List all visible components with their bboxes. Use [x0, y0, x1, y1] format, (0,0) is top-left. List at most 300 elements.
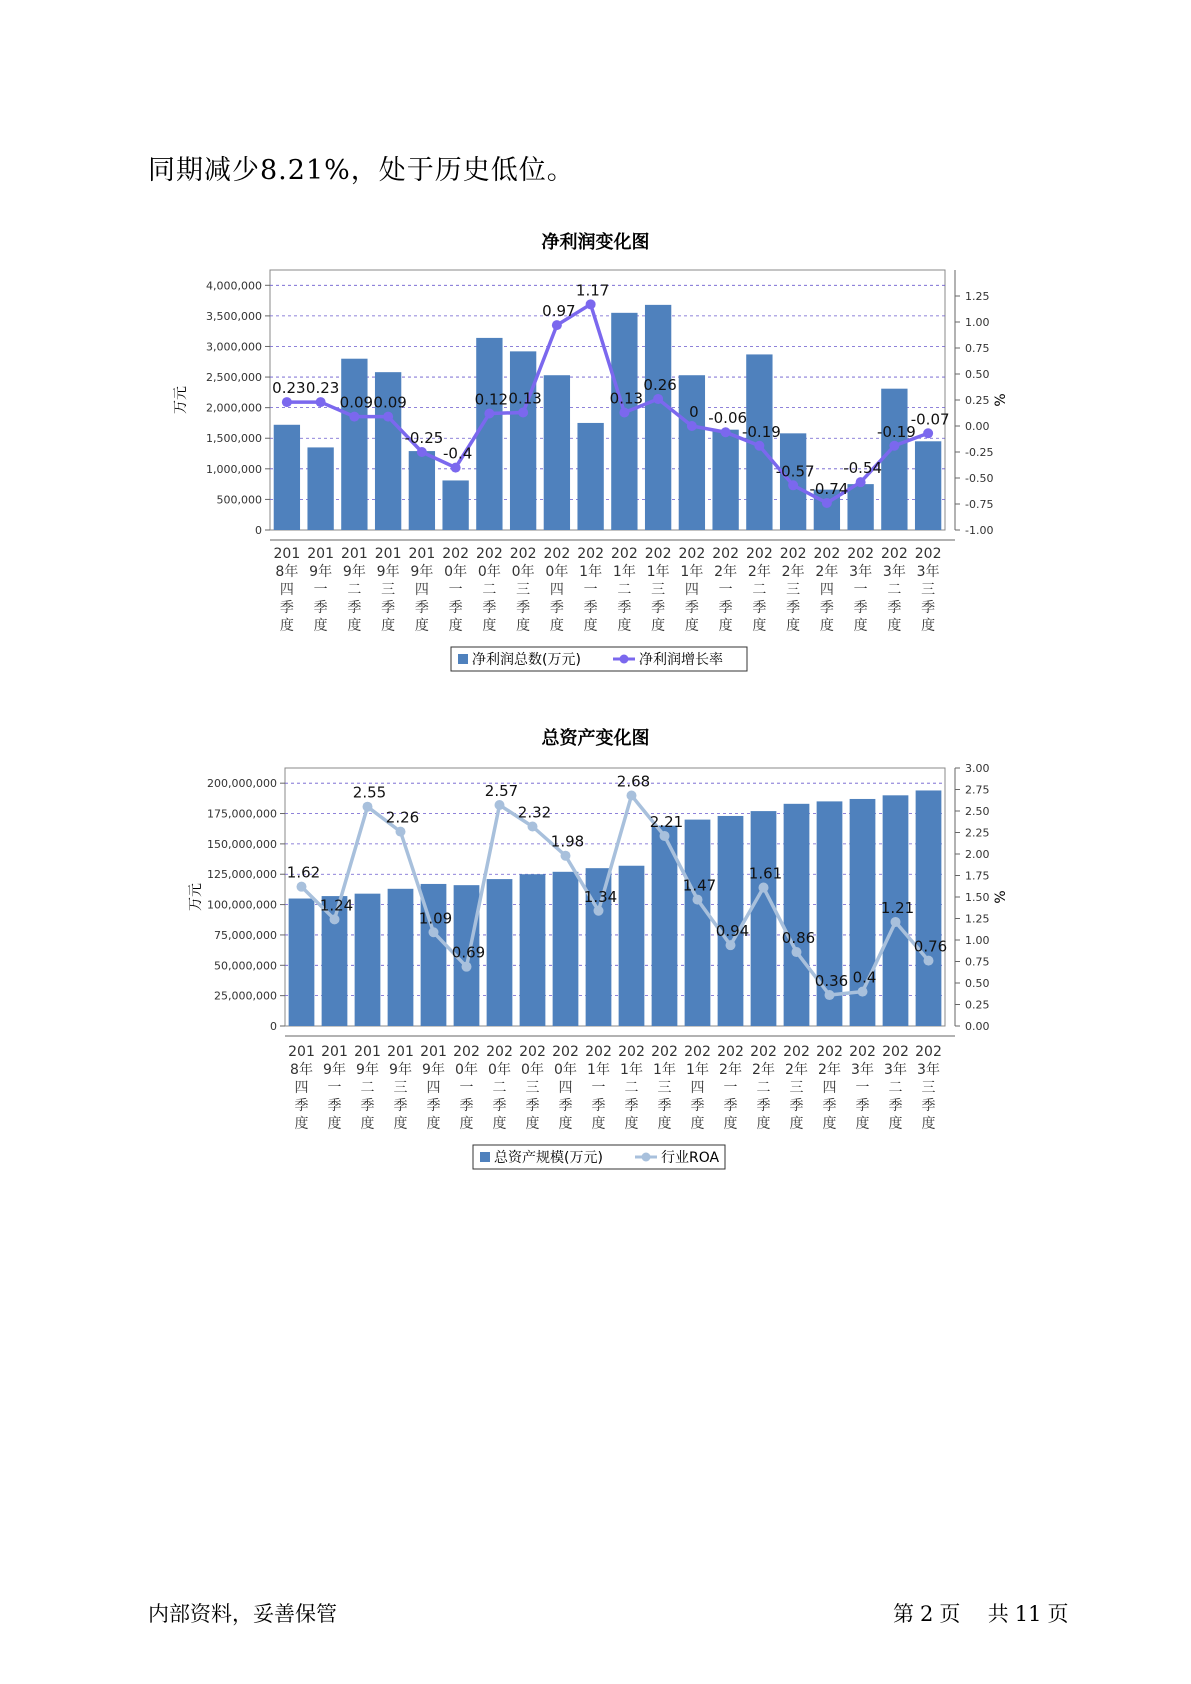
x-tick-label: 度 — [921, 618, 936, 634]
intro-paragraph: 同期减少8.21%，处于历史低位。 — [148, 155, 575, 186]
data-label: 1.61 — [748, 864, 783, 883]
bar — [510, 351, 536, 530]
line-point — [552, 320, 562, 330]
x-tick-label: 度 — [482, 618, 497, 634]
x-tick-label: 度 — [887, 618, 902, 634]
x-tick-label: 度 — [651, 618, 666, 634]
x-tick-label: 季 — [718, 600, 733, 616]
x-tick-label: 季 — [684, 600, 699, 616]
x-tick-label: 季 — [853, 600, 868, 616]
bar — [916, 790, 942, 1026]
x-tick-label: 0年 — [521, 1062, 544, 1078]
bar — [679, 375, 705, 530]
x-tick-label: 3年 — [882, 564, 906, 580]
line-point — [396, 827, 406, 837]
line-point — [528, 821, 538, 831]
x-tick-label: 201 — [307, 546, 334, 562]
line-point — [619, 407, 629, 417]
line-point — [754, 441, 764, 451]
y2-tick-label: -0.50 — [965, 472, 994, 485]
x-tick-label: 度 — [819, 618, 834, 634]
y-tick-label: 2,000,000 — [206, 401, 262, 415]
x-tick-label: 202 — [750, 1044, 777, 1060]
x-tick-label: 202 — [849, 1044, 876, 1060]
x-tick-label: 四 — [414, 582, 429, 598]
x-tick-label: 202 — [519, 1044, 546, 1060]
y2-tick-label: -0.25 — [965, 446, 994, 459]
x-tick-label: 季 — [459, 1098, 474, 1114]
x-tick-label: 度 — [684, 618, 699, 634]
x-tick-label: 度 — [347, 618, 362, 634]
x-tick-label: 季 — [617, 600, 632, 616]
x-tick-label: 9年 — [422, 1062, 445, 1078]
line-point — [484, 409, 494, 419]
x-tick-label: 一 — [591, 1080, 606, 1096]
data-label: -0.06 — [708, 409, 748, 428]
data-label: 1.09 — [418, 909, 453, 928]
y2-tick-label: 2.25 — [965, 826, 990, 840]
bar — [712, 430, 738, 530]
x-tick-label: 8年 — [275, 564, 299, 580]
bar — [685, 820, 711, 1026]
x-tick-label: 3年 — [851, 1062, 874, 1078]
x-tick-label: 9年 — [309, 564, 333, 580]
y-tick-label: 125,000,000 — [207, 868, 277, 882]
data-label: 2.68 — [616, 772, 651, 791]
x-tick-label: 二 — [347, 582, 362, 598]
line-point — [721, 427, 731, 437]
x-tick-label: 四 — [549, 582, 564, 598]
y2-tick-label: 0.75 — [965, 342, 990, 355]
x-tick-label: 季 — [690, 1098, 705, 1114]
y-tick-label: 175,000,000 — [207, 807, 277, 821]
x-tick-label: 四 — [558, 1080, 573, 1096]
x-tick-label: 度 — [624, 1116, 639, 1132]
line-point — [383, 412, 393, 422]
x-tick-label: 四 — [426, 1080, 441, 1096]
y-tick-label: 75,000,000 — [214, 928, 277, 942]
data-label: 0.36 — [814, 972, 849, 991]
x-tick-label: 季 — [855, 1098, 870, 1114]
x-tick-label: 2年 — [785, 1062, 808, 1078]
x-tick-label: 1年 — [653, 1062, 676, 1078]
x-tick-label: 度 — [657, 1116, 672, 1132]
x-tick-label: 1年 — [646, 564, 670, 580]
x-tick-label: 二 — [888, 1080, 903, 1096]
line-point — [297, 882, 307, 892]
x-tick-label: 202 — [915, 1044, 942, 1060]
x-tick-label: 0年 — [488, 1062, 511, 1078]
y2-tick-label: 1.00 — [965, 316, 990, 329]
x-tick-label: 二 — [360, 1080, 375, 1096]
line-point — [586, 299, 596, 309]
x-tick-label: 度 — [360, 1116, 375, 1132]
x-tick-label: 3年 — [849, 564, 873, 580]
x-tick-label: 1年 — [680, 564, 704, 580]
data-label: -0.4 — [442, 444, 473, 463]
x-tick-label: 度 — [327, 1116, 342, 1132]
y-tick-label: 50,000,000 — [214, 959, 277, 973]
x-tick-label: 季 — [393, 1098, 408, 1114]
x-tick-label: 季 — [887, 600, 902, 616]
line-point — [417, 447, 427, 457]
data-label: 1.17 — [575, 281, 610, 300]
x-tick-label: 度 — [752, 618, 767, 634]
x-tick-label: 一 — [853, 582, 868, 598]
x-tick-label: 度 — [525, 1116, 540, 1132]
line-point — [858, 987, 868, 997]
page-total-unit: 页 — [1047, 1602, 1069, 1626]
x-tick-label: 9年 — [323, 1062, 346, 1078]
x-tick-label: 1年 — [612, 564, 636, 580]
x-tick-label: 2年 — [714, 564, 738, 580]
y-tick-label: 25,000,000 — [214, 989, 277, 1003]
bar — [307, 447, 333, 530]
line-point — [687, 421, 697, 431]
x-tick-label: 一 — [855, 1080, 870, 1096]
x-tick-label: 1年 — [620, 1062, 643, 1078]
legend-bar-swatch — [458, 654, 468, 664]
data-label: 1.24 — [319, 896, 354, 915]
data-label: 0.09 — [373, 393, 407, 412]
bar — [409, 451, 435, 530]
line-point — [451, 463, 461, 473]
bar — [289, 899, 315, 1026]
x-tick-label: 201 — [374, 546, 402, 562]
data-label: 0.94 — [715, 922, 750, 941]
x-tick-label: 季 — [525, 1098, 540, 1114]
bar — [544, 375, 570, 530]
x-tick-label: 202 — [476, 546, 503, 562]
x-tick-label: 度 — [756, 1116, 771, 1132]
x-tick-label: 一 — [448, 582, 463, 598]
y-tick-label: 500,000 — [216, 493, 262, 507]
bar — [355, 894, 381, 1026]
x-tick-label: 0年 — [477, 564, 501, 580]
x-tick-label: 三 — [921, 1080, 936, 1096]
page-prefix: 第 — [893, 1602, 914, 1626]
data-label: -0.25 — [404, 429, 444, 447]
x-tick-label: 四 — [294, 1080, 309, 1096]
data-label: 0.26 — [643, 375, 677, 394]
data-label: 0.4 — [852, 968, 877, 987]
x-tick-label: 度 — [853, 618, 868, 634]
y-axis-title: 万元 — [188, 883, 204, 911]
bar — [553, 872, 579, 1026]
x-tick-label: 202 — [453, 1044, 480, 1060]
y2-tick-label: 0.50 — [965, 977, 990, 990]
x-tick-label: 度 — [690, 1116, 705, 1132]
y2-tick-label: 0.25 — [965, 998, 990, 1012]
y2-tick-label: -1.00 — [965, 524, 994, 537]
x-tick-label: 一 — [723, 1080, 738, 1096]
x-tick-label: 度 — [789, 1116, 804, 1132]
x-tick-label: 201 — [387, 1044, 414, 1060]
line-point — [282, 397, 292, 407]
legend-bar-swatch — [480, 1152, 490, 1162]
data-label: 0.13 — [609, 389, 644, 408]
line-point — [788, 480, 798, 490]
line-point — [726, 940, 736, 950]
y2-tick-label: 0.75 — [965, 955, 990, 969]
y-tick-label: 3,500,000 — [206, 309, 262, 323]
bar — [611, 313, 637, 530]
x-tick-label: 季 — [583, 600, 598, 616]
x-tick-label: 0年 — [554, 1062, 577, 1078]
x-tick-label: 四 — [690, 1080, 705, 1096]
y2-axis-title: % — [993, 890, 1009, 904]
x-tick-label: 度 — [279, 618, 294, 634]
y2-tick-label: 3.00 — [965, 762, 990, 775]
bar — [847, 484, 873, 530]
x-tick-label: 202 — [816, 1044, 843, 1060]
x-tick-label: 度 — [591, 1116, 606, 1132]
x-tick-label: 202 — [442, 546, 469, 562]
x-tick-label: 202 — [712, 546, 739, 562]
x-tick-label: 季 — [313, 600, 328, 616]
x-tick-label: 202 — [651, 1044, 678, 1060]
line-point — [891, 917, 901, 927]
x-tick-label: 202 — [618, 1044, 645, 1060]
x-tick-label: 度 — [516, 618, 531, 634]
y-tick-label: 0 — [255, 524, 262, 537]
x-tick-label: 3年 — [916, 564, 940, 580]
x-tick-label: 202 — [779, 546, 807, 562]
bar — [881, 389, 907, 530]
x-tick-label: 四 — [279, 582, 294, 598]
y-axis-title: 万元 — [173, 386, 189, 414]
data-label: 0.23 — [305, 379, 340, 398]
bar — [341, 359, 367, 530]
bar — [645, 305, 671, 530]
x-tick-label: 202 — [717, 1044, 744, 1060]
net-profit-chart — [0, 262, 1191, 682]
x-tick-label: 度 — [492, 1116, 507, 1132]
x-tick-label: 季 — [360, 1098, 375, 1114]
bar — [388, 889, 414, 1026]
y2-tick-label: 0.50 — [965, 368, 990, 381]
x-tick-label: 度 — [718, 618, 733, 634]
x-tick-label: 季 — [657, 1098, 672, 1114]
x-tick-label: 8年 — [290, 1062, 313, 1078]
data-label: 1.47 — [682, 876, 717, 895]
bar — [476, 338, 502, 530]
x-tick-label: 9年 — [342, 564, 366, 580]
x-tick-label: 9年 — [376, 564, 400, 580]
y2-tick-label: 2.00 — [965, 848, 990, 861]
y2-tick-label: 0.00 — [965, 420, 990, 433]
x-tick-label: 度 — [583, 618, 598, 634]
x-tick-label: 201 — [354, 1044, 381, 1060]
x-tick-label: 2年 — [719, 1062, 742, 1078]
bar — [520, 874, 546, 1026]
x-tick-label: 度 — [294, 1116, 309, 1132]
data-label: 2.55 — [352, 783, 387, 802]
line-point — [627, 791, 637, 801]
x-tick-label: 度 — [414, 618, 429, 634]
x-tick-label: 度 — [459, 1116, 474, 1132]
y-tick-label: 150,000,000 — [207, 837, 277, 851]
x-tick-label: 二 — [617, 582, 632, 598]
x-tick-label: 一 — [583, 582, 598, 598]
line-point — [316, 397, 326, 407]
x-tick-label: 三 — [657, 1080, 672, 1096]
x-tick-label: 度 — [549, 618, 564, 634]
data-label: -0.74 — [809, 479, 849, 498]
x-tick-label: 度 — [558, 1116, 573, 1132]
x-tick-label: 三 — [516, 582, 531, 598]
x-tick-label: 三 — [651, 582, 666, 598]
x-tick-label: 三 — [786, 582, 801, 598]
bar — [784, 804, 810, 1026]
x-tick-label: 季 — [756, 1098, 771, 1114]
legend-label: 净利润总数(万元) — [472, 652, 581, 668]
x-tick-label: 季 — [426, 1098, 441, 1114]
line-point — [825, 990, 835, 1000]
page-unit: 页 — [939, 1602, 961, 1626]
x-tick-label: 度 — [822, 1116, 837, 1132]
chart-title-net-profit: 净利润变化图 — [541, 232, 650, 253]
x-tick-label: 季 — [752, 600, 767, 616]
x-tick-label: 度 — [723, 1116, 738, 1132]
line-point — [792, 947, 802, 957]
x-tick-label: 202 — [585, 1044, 612, 1060]
x-tick-label: 202 — [552, 1044, 579, 1060]
x-tick-label: 度 — [381, 618, 396, 634]
x-tick-label: 一 — [459, 1080, 474, 1096]
x-tick-label: 三 — [789, 1080, 804, 1096]
x-tick-label: 0年 — [444, 564, 468, 580]
data-label: -0.54 — [843, 459, 883, 478]
x-tick-label: 202 — [746, 546, 773, 562]
data-label: -0.19 — [741, 422, 781, 441]
y2-axis-title: % — [993, 393, 1009, 407]
x-tick-label: 季 — [448, 600, 463, 616]
x-tick-label: 一 — [718, 582, 733, 598]
x-tick-label: 季 — [381, 600, 396, 616]
x-tick-label: 二 — [624, 1080, 639, 1096]
bar — [718, 816, 744, 1026]
y2-tick-label: 1.25 — [965, 912, 990, 926]
footer-page-number — [890, 1598, 1071, 1628]
x-tick-label: 季 — [294, 1098, 309, 1114]
x-tick-label: 201 — [321, 1044, 348, 1060]
data-label: 0.86 — [781, 929, 816, 948]
x-tick-label: 201 — [420, 1044, 447, 1060]
line-point — [660, 831, 670, 841]
x-tick-label: 二 — [887, 582, 902, 598]
line-point — [889, 441, 899, 451]
y-tick-label: 3,000,000 — [206, 340, 262, 354]
x-tick-label: 202 — [914, 546, 942, 562]
x-tick-label: 度 — [313, 618, 328, 634]
x-tick-label: 202 — [486, 1044, 513, 1060]
x-tick-label: 3年 — [917, 1062, 940, 1078]
x-tick-label: 201 — [341, 546, 368, 562]
data-label: 0.12 — [474, 390, 509, 409]
x-tick-label: 二 — [756, 1080, 771, 1096]
legend-label: 总资产规模(万元) — [494, 1150, 603, 1166]
x-tick-label: 201 — [273, 546, 301, 562]
y2-tick-label: 2.50 — [965, 805, 990, 818]
line-point — [924, 956, 934, 966]
y2-tick-label: 1.50 — [965, 891, 990, 904]
bar — [577, 423, 603, 530]
page-total-prefix: 共 — [987, 1602, 1009, 1626]
x-tick-label: 202 — [611, 546, 638, 562]
data-label: 1.34 — [583, 887, 618, 906]
y-tick-label: 4,000,000 — [206, 279, 262, 293]
x-tick-label: 202 — [847, 546, 874, 562]
x-tick-label: 二 — [752, 582, 767, 598]
data-label: -0.19 — [876, 422, 916, 441]
data-label: 0.23 — [272, 379, 306, 398]
x-tick-label: 度 — [617, 618, 632, 634]
x-tick-label: 202 — [783, 1044, 810, 1060]
x-tick-label: 季 — [888, 1098, 903, 1114]
x-tick-label: 季 — [279, 600, 294, 616]
chart-title-total-assets: 总资产变化图 — [541, 728, 650, 749]
data-label: 1.21 — [880, 898, 915, 917]
data-label: 0.13 — [508, 389, 542, 408]
x-tick-label: 一 — [313, 582, 328, 598]
line-point — [561, 851, 571, 861]
line-point — [822, 498, 832, 508]
x-tick-label: 201 — [408, 546, 436, 562]
total-assets-chart — [0, 760, 1191, 1180]
x-tick-label: 季 — [819, 600, 834, 616]
x-tick-label: 季 — [591, 1098, 606, 1114]
line-point — [349, 412, 359, 422]
x-tick-label: 度 — [921, 1116, 936, 1132]
line-point — [693, 895, 703, 905]
x-tick-label: 1年 — [587, 1062, 610, 1078]
x-tick-label: 202 — [813, 546, 841, 562]
x-tick-label: 202 — [644, 546, 672, 562]
x-tick-label: 度 — [786, 618, 801, 634]
x-tick-label: 202 — [543, 546, 571, 562]
x-tick-label: 四 — [819, 582, 834, 598]
x-tick-label: 季 — [347, 600, 362, 616]
data-label: 1.98 — [550, 832, 585, 851]
line-point — [518, 407, 528, 417]
x-tick-label: 季 — [414, 600, 429, 616]
x-tick-label: 季 — [789, 1098, 804, 1114]
bar — [487, 879, 513, 1026]
y-tick-label: 100,000,000 — [207, 898, 277, 912]
bar — [442, 480, 468, 530]
y-tick-label: 1,000,000 — [206, 462, 262, 476]
line-point — [759, 883, 769, 893]
y2-tick-label: 1.25 — [965, 290, 990, 303]
line-point — [330, 914, 340, 924]
bar — [619, 866, 645, 1026]
y-tick-label: 200,000,000 — [207, 777, 277, 791]
x-tick-label: 202 — [678, 546, 706, 562]
data-label: 1.62 — [286, 863, 321, 882]
x-tick-label: 2年 — [747, 564, 771, 580]
x-tick-label: 202 — [882, 1044, 909, 1060]
data-label: 0.76 — [913, 937, 948, 956]
y2-tick-label: 0.00 — [965, 1020, 990, 1033]
footer-confidential: 内部资料，妥善保管 — [148, 1602, 337, 1626]
data-label: -0.57 — [775, 462, 815, 481]
x-tick-label: 度 — [855, 1116, 870, 1132]
x-tick-label: 202 — [684, 1044, 711, 1060]
x-tick-label: 三 — [381, 582, 396, 598]
y2-tick-label: 1.00 — [965, 934, 990, 947]
data-label: 0.97 — [542, 302, 576, 321]
